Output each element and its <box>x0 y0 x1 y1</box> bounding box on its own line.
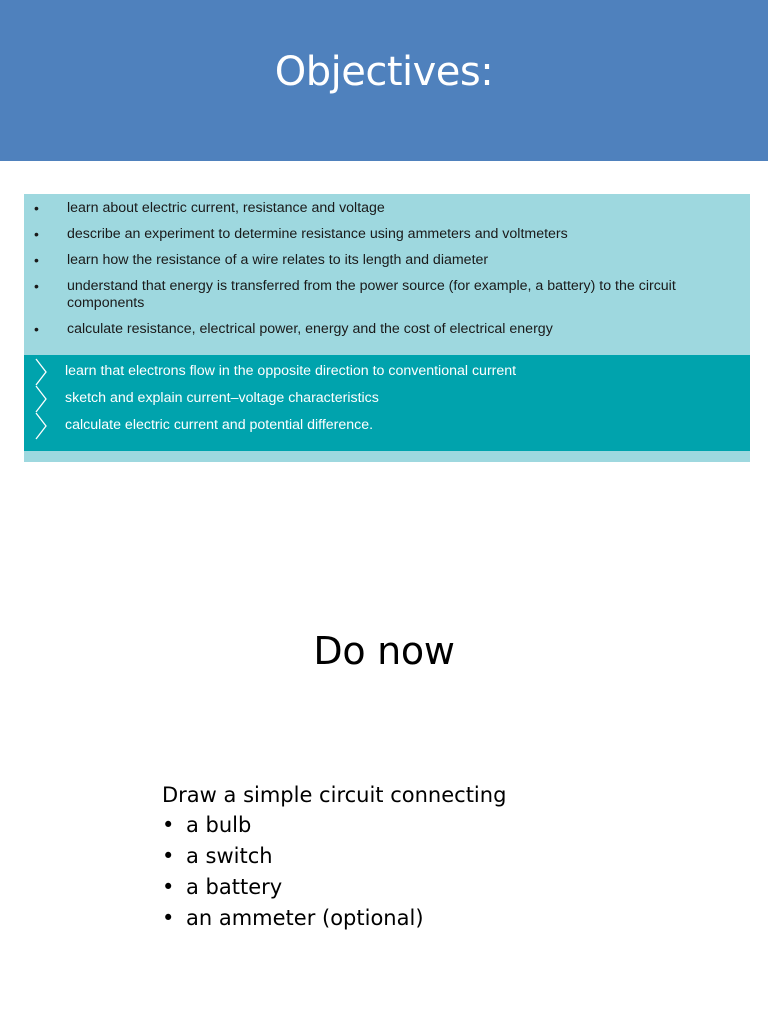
task-item <box>162 810 682 841</box>
objective-text: learn how the resistance of a wire relates to its length and diameter <box>67 252 489 268</box>
extension-item <box>24 390 750 407</box>
objective-text: learn about electric current, resistance and voltage <box>67 200 385 216</box>
objectives-list <box>24 200 750 347</box>
objectives-panel <box>24 194 750 462</box>
bullet-icon: • <box>34 278 39 294</box>
task-text: a bulb <box>186 813 252 837</box>
objective-item <box>24 278 750 312</box>
objective-item <box>24 200 750 217</box>
do-now-task <box>162 780 682 934</box>
objective-text: calculate resistance, electrical power, energy and the cost of electrical energy <box>67 321 553 337</box>
task-item <box>162 872 682 903</box>
title-banner <box>0 0 768 161</box>
bullet-icon: • <box>34 321 39 337</box>
task-list <box>162 810 682 934</box>
task-text: a battery <box>186 875 283 899</box>
extension-band <box>24 355 750 451</box>
do-now-title: Do now <box>313 629 455 673</box>
task-text: a switch <box>186 844 273 868</box>
objective-text: describe an experiment to determine resistance using ammeters and voltmeters <box>67 226 568 242</box>
bullet-icon: • <box>162 844 175 868</box>
chevron-right-icon <box>34 412 48 440</box>
chevron-right-icon <box>34 385 48 413</box>
bullet-icon: • <box>162 906 175 930</box>
extension-item <box>24 417 750 434</box>
bullet-icon: • <box>162 813 175 837</box>
bullet-icon: • <box>34 226 39 242</box>
slide-title: Objectives: <box>274 49 494 95</box>
task-item <box>162 903 682 934</box>
objective-item <box>24 226 750 243</box>
chevron-right-icon <box>34 358 48 386</box>
extension-item <box>24 363 750 380</box>
extension-text: sketch and explain current–voltage characteristics <box>65 390 379 406</box>
task-intro: Draw a simple circuit connecting <box>162 783 507 807</box>
bullet-icon: • <box>162 875 175 899</box>
extension-text: learn that electrons flow in the opposite direction to conventional current <box>65 363 517 379</box>
objective-item <box>24 321 750 338</box>
task-text: an ammeter (optional) <box>186 906 424 930</box>
task-item <box>162 841 682 872</box>
bullet-icon: • <box>34 200 39 216</box>
extension-list <box>24 363 750 444</box>
extension-text: calculate electric current and potential difference. <box>65 417 374 433</box>
bullet-icon: • <box>34 252 39 268</box>
objective-text: understand that energy is transferred from the power source (for example, a battery) to the circuit components <box>67 278 676 311</box>
objective-item <box>24 252 750 269</box>
